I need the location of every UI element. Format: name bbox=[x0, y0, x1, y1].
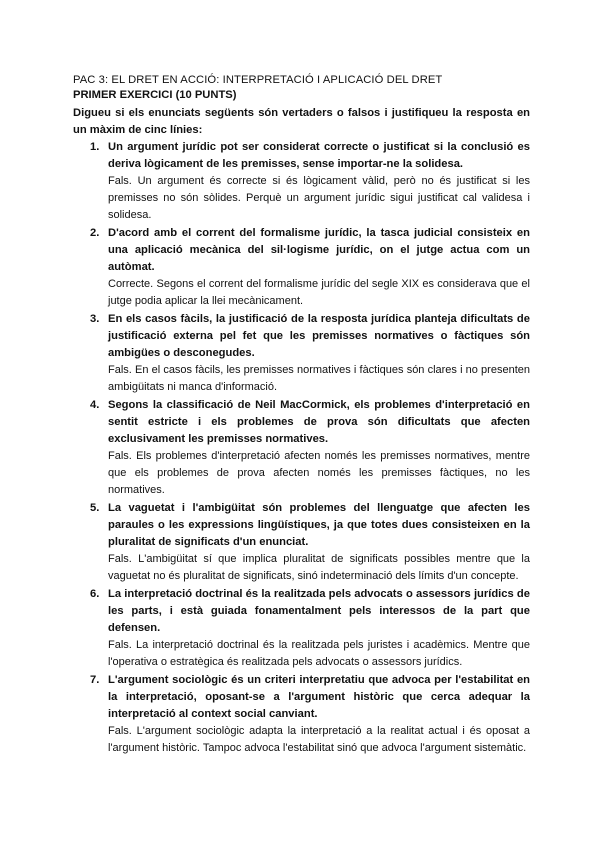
question-answer: Fals. L'ambigüitat sí que implica pluralitat de significats possibles mentre que la vaguetat no és pluralitat de significats, sinó indeterminació dels límits d'un concepte. bbox=[108, 553, 530, 582]
question-list bbox=[73, 139, 530, 757]
question-number: 5. bbox=[90, 502, 100, 514]
question-number: 1. bbox=[90, 141, 100, 153]
question-item bbox=[73, 225, 530, 310]
question-statement: La interpretació doctrinal és la realitzada pels advocats o assessors jurídics de les parts, i està guiada fonamentalment pels interessos de la part que defensen. bbox=[108, 588, 530, 634]
question-answer: Fals. L'argument sociològic adapta la interpretació a la realitat actual i és oposat a l'argument històric. Tampoc advoca l'estabilitat sinó que advoca l'argument sistemàtic. bbox=[108, 725, 530, 754]
document-title: PAC 3: EL DRET EN ACCIÓ: INTERPRETACIÓ I APLICACIÓ DEL DRET bbox=[73, 74, 443, 86]
question-item bbox=[73, 397, 530, 499]
instructions: Digueu si els enunciats següents són vertaders o falsos i justifiqueu la resposta en un màxim de cinc línies: bbox=[73, 107, 530, 136]
question-answer: Fals. La interpretació doctrinal és la realitzada pels juristes i acadèmics. Mentre que l'operativa o estratègica és realitzada pels advocats o assessors jurídics. bbox=[108, 639, 530, 668]
question-statement: En els casos fàcils, la justificació de la resposta jurídica planteja dificultats de justificació externa pel fet que les premisses normatives o fàctiques són ambigües o desconegudes. bbox=[108, 313, 530, 359]
question-statement: La vaguetat i l'ambigüitat són problemes del llenguatge que afecten les paraules o les expressions lingüístiques, ja que totes dues consisteixen en la pluralitat de significats d'un enunciat. bbox=[108, 502, 530, 548]
question-answer: Fals. Els problemes d'interpretació afecten només les premisses normatives, mentre que els problemes de prova afecten només les premisses fàctiques, no les normatives. bbox=[108, 450, 530, 496]
question-number: 2. bbox=[90, 227, 100, 239]
question-item bbox=[73, 586, 530, 671]
question-item bbox=[73, 311, 530, 396]
question-answer: Fals. Un argument és correcte si és lògicament vàlid, però no és justificat si les premisses no són sòlides. Perquè un argument jurídic sigui justificat cal validesa i solidesa. bbox=[108, 175, 530, 221]
question-number: 4. bbox=[90, 399, 100, 411]
question-number: 3. bbox=[90, 313, 100, 325]
question-item bbox=[73, 500, 530, 585]
exercise-heading: PRIMER EXERCICI (10 PUNTS) bbox=[73, 89, 237, 101]
question-statement: D'acord amb el corrent del formalisme jurídic, la tasca judicial consisteix en una aplicació mecànica del sil·logisme jurídic, on el jutge actua com un autòmat. bbox=[108, 227, 530, 273]
question-answer: Fals. En el casos fàcils, les premisses normatives i fàctiques són clares i no presenten ambigüitats ni manca d'informació. bbox=[108, 364, 530, 393]
question-number: 6. bbox=[90, 588, 100, 600]
question-statement: L'argument sociològic és un criteri interpretatiu que advoca per l'estabilitat en la interpretació, oposant-se a l'argument històric que cerca adequar la interpretació al context social canviant. bbox=[108, 674, 530, 720]
question-item bbox=[73, 139, 530, 224]
question-number: 7. bbox=[90, 674, 100, 686]
question-statement: Un argument jurídic pot ser considerat correcte o justificat si la conclusió es deriva lògicament de les premisses, sense importar-ne la solidesa. bbox=[108, 141, 530, 170]
question-statement: Segons la classificació de Neil MacCormick, els problemes d'interpretació en sentit estricte i els problemes de prova són dificultats que afecten exclusivament les premisses normatives. bbox=[108, 399, 530, 445]
question-item bbox=[73, 672, 530, 757]
question-answer: Correcte. Segons el corrent del formalisme jurídic del segle XIX es considerava que el jutge podia aplicar la llei mecànicament. bbox=[108, 278, 530, 307]
